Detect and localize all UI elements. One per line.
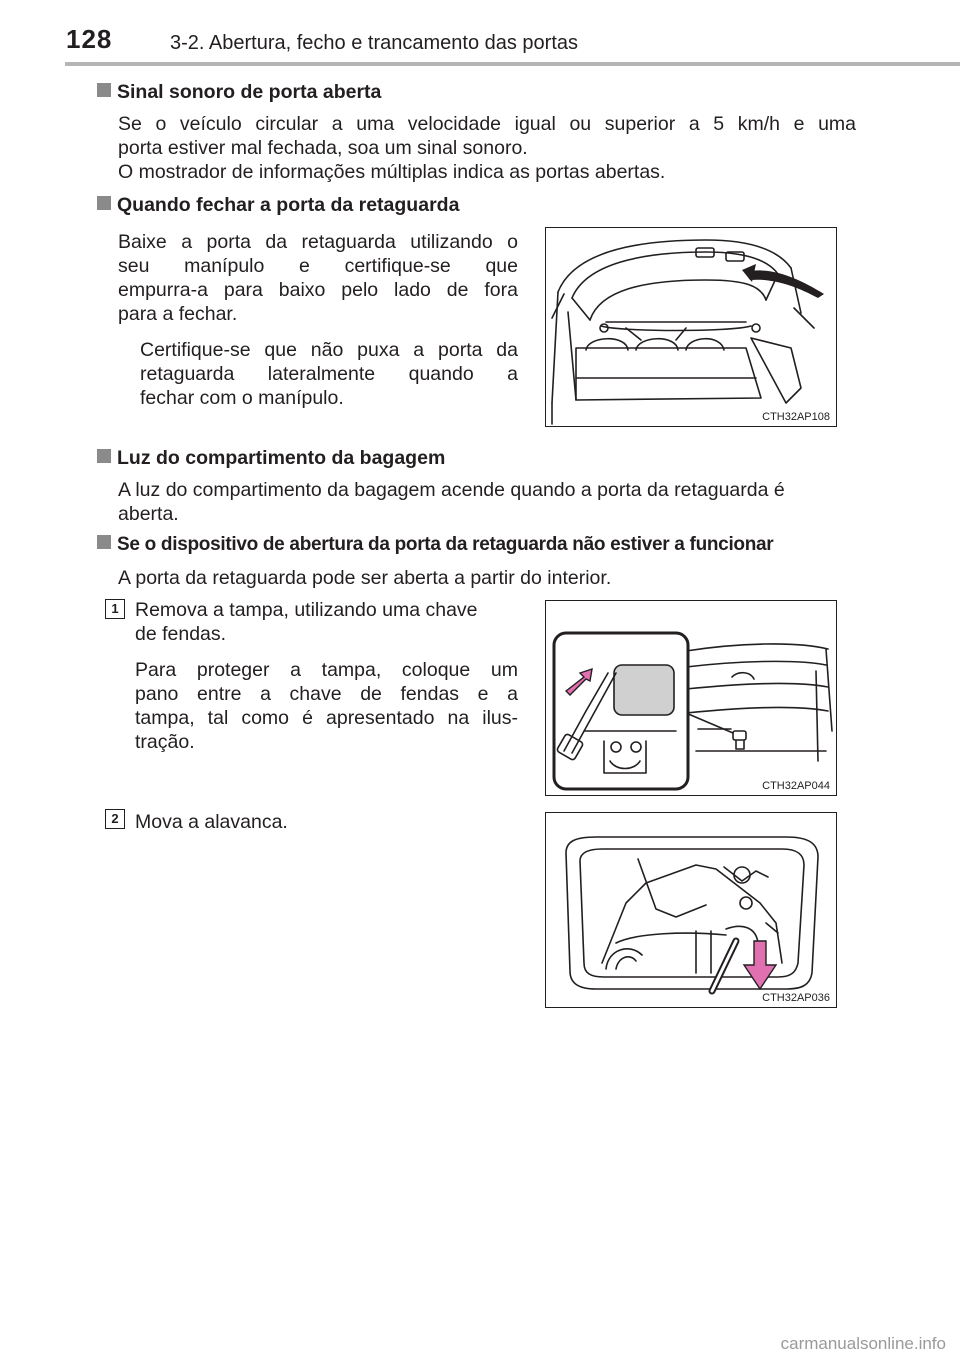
bullet-square-icon <box>97 449 111 463</box>
para-line: para a fechar. <box>118 303 238 325</box>
figure-code: CTH32AP044 <box>762 780 830 792</box>
note-line: pano entre a chave de fendas e a <box>135 683 518 705</box>
note-line: Para proteger a tampa, coloque um <box>135 659 518 681</box>
note-line: Certifique-se que não puxa a porta da <box>140 339 518 361</box>
step-line: de fendas. <box>135 623 227 645</box>
bullet-square-icon <box>97 196 111 210</box>
para-line: Baixe a porta da retaguarda utilizando o <box>118 231 518 253</box>
step-line: Remova a tampa, utilizando uma chave <box>135 599 478 621</box>
back-door-illustration <box>546 228 837 427</box>
para-line: porta estiver mal fechada, soa um sinal sonoro. <box>118 137 528 159</box>
figure-code: CTH32AP036 <box>762 992 830 1004</box>
page-header <box>0 0 960 66</box>
note-line: retaguarda lateralmente quando a <box>140 363 518 385</box>
page-number: 128 <box>66 24 113 54</box>
para-line: A porta da retaguarda pode ser aberta a partir do interior. <box>118 567 612 589</box>
note-line: tampa, tal como é apresentado na ilus- <box>135 707 518 729</box>
figure-move-lever <box>545 812 837 1008</box>
heading-closing-back-door: Quando fechar a porta da retaguarda <box>97 194 459 217</box>
figure-remove-cover <box>545 600 837 796</box>
para-line: O mostrador de informações múltiplas indica as portas abertas. <box>118 161 666 183</box>
step-number-badge: 2 <box>105 809 125 829</box>
figure-code: CTH32AP108 <box>762 411 830 423</box>
heading-luggage-light: Luz do compartimento da bagagem <box>97 447 445 470</box>
para-line: empurra-a para baixo pelo lado de fora <box>118 279 518 301</box>
para-line: seu manípulo e certifique-se que <box>118 255 518 277</box>
step-line: Mova a alavanca. <box>135 811 288 833</box>
watermark: carmanualsonline.info <box>780 1334 946 1353</box>
remove-cover-illustration <box>546 601 837 796</box>
note-line: tração. <box>135 731 195 753</box>
step-number-badge: 1 <box>105 599 125 619</box>
header-rule <box>65 62 960 66</box>
para-line: Se o veículo circular a uma velocidade igual ou superior a 5 km/h e uma <box>118 113 856 135</box>
heading-door-open-buzzer: Sinal sonoro de porta aberta <box>97 81 381 104</box>
para-line: aberta. <box>118 503 179 525</box>
note-line: fechar com o manípulo. <box>140 387 344 409</box>
heading-opener-not-working: Se o dispositivo de abertura da porta da retaguarda não estiver a funcionar <box>97 534 773 556</box>
figure-back-door-closing <box>545 227 837 427</box>
move-lever-illustration <box>546 813 837 1008</box>
section-title: 3-2. Abertura, fecho e trancamento das portas <box>170 32 579 54</box>
para-line: A luz do compartimento da bagagem acende quando a porta da retaguarda é <box>118 479 785 501</box>
bullet-square-icon <box>97 83 111 97</box>
bullet-square-icon <box>97 535 111 549</box>
